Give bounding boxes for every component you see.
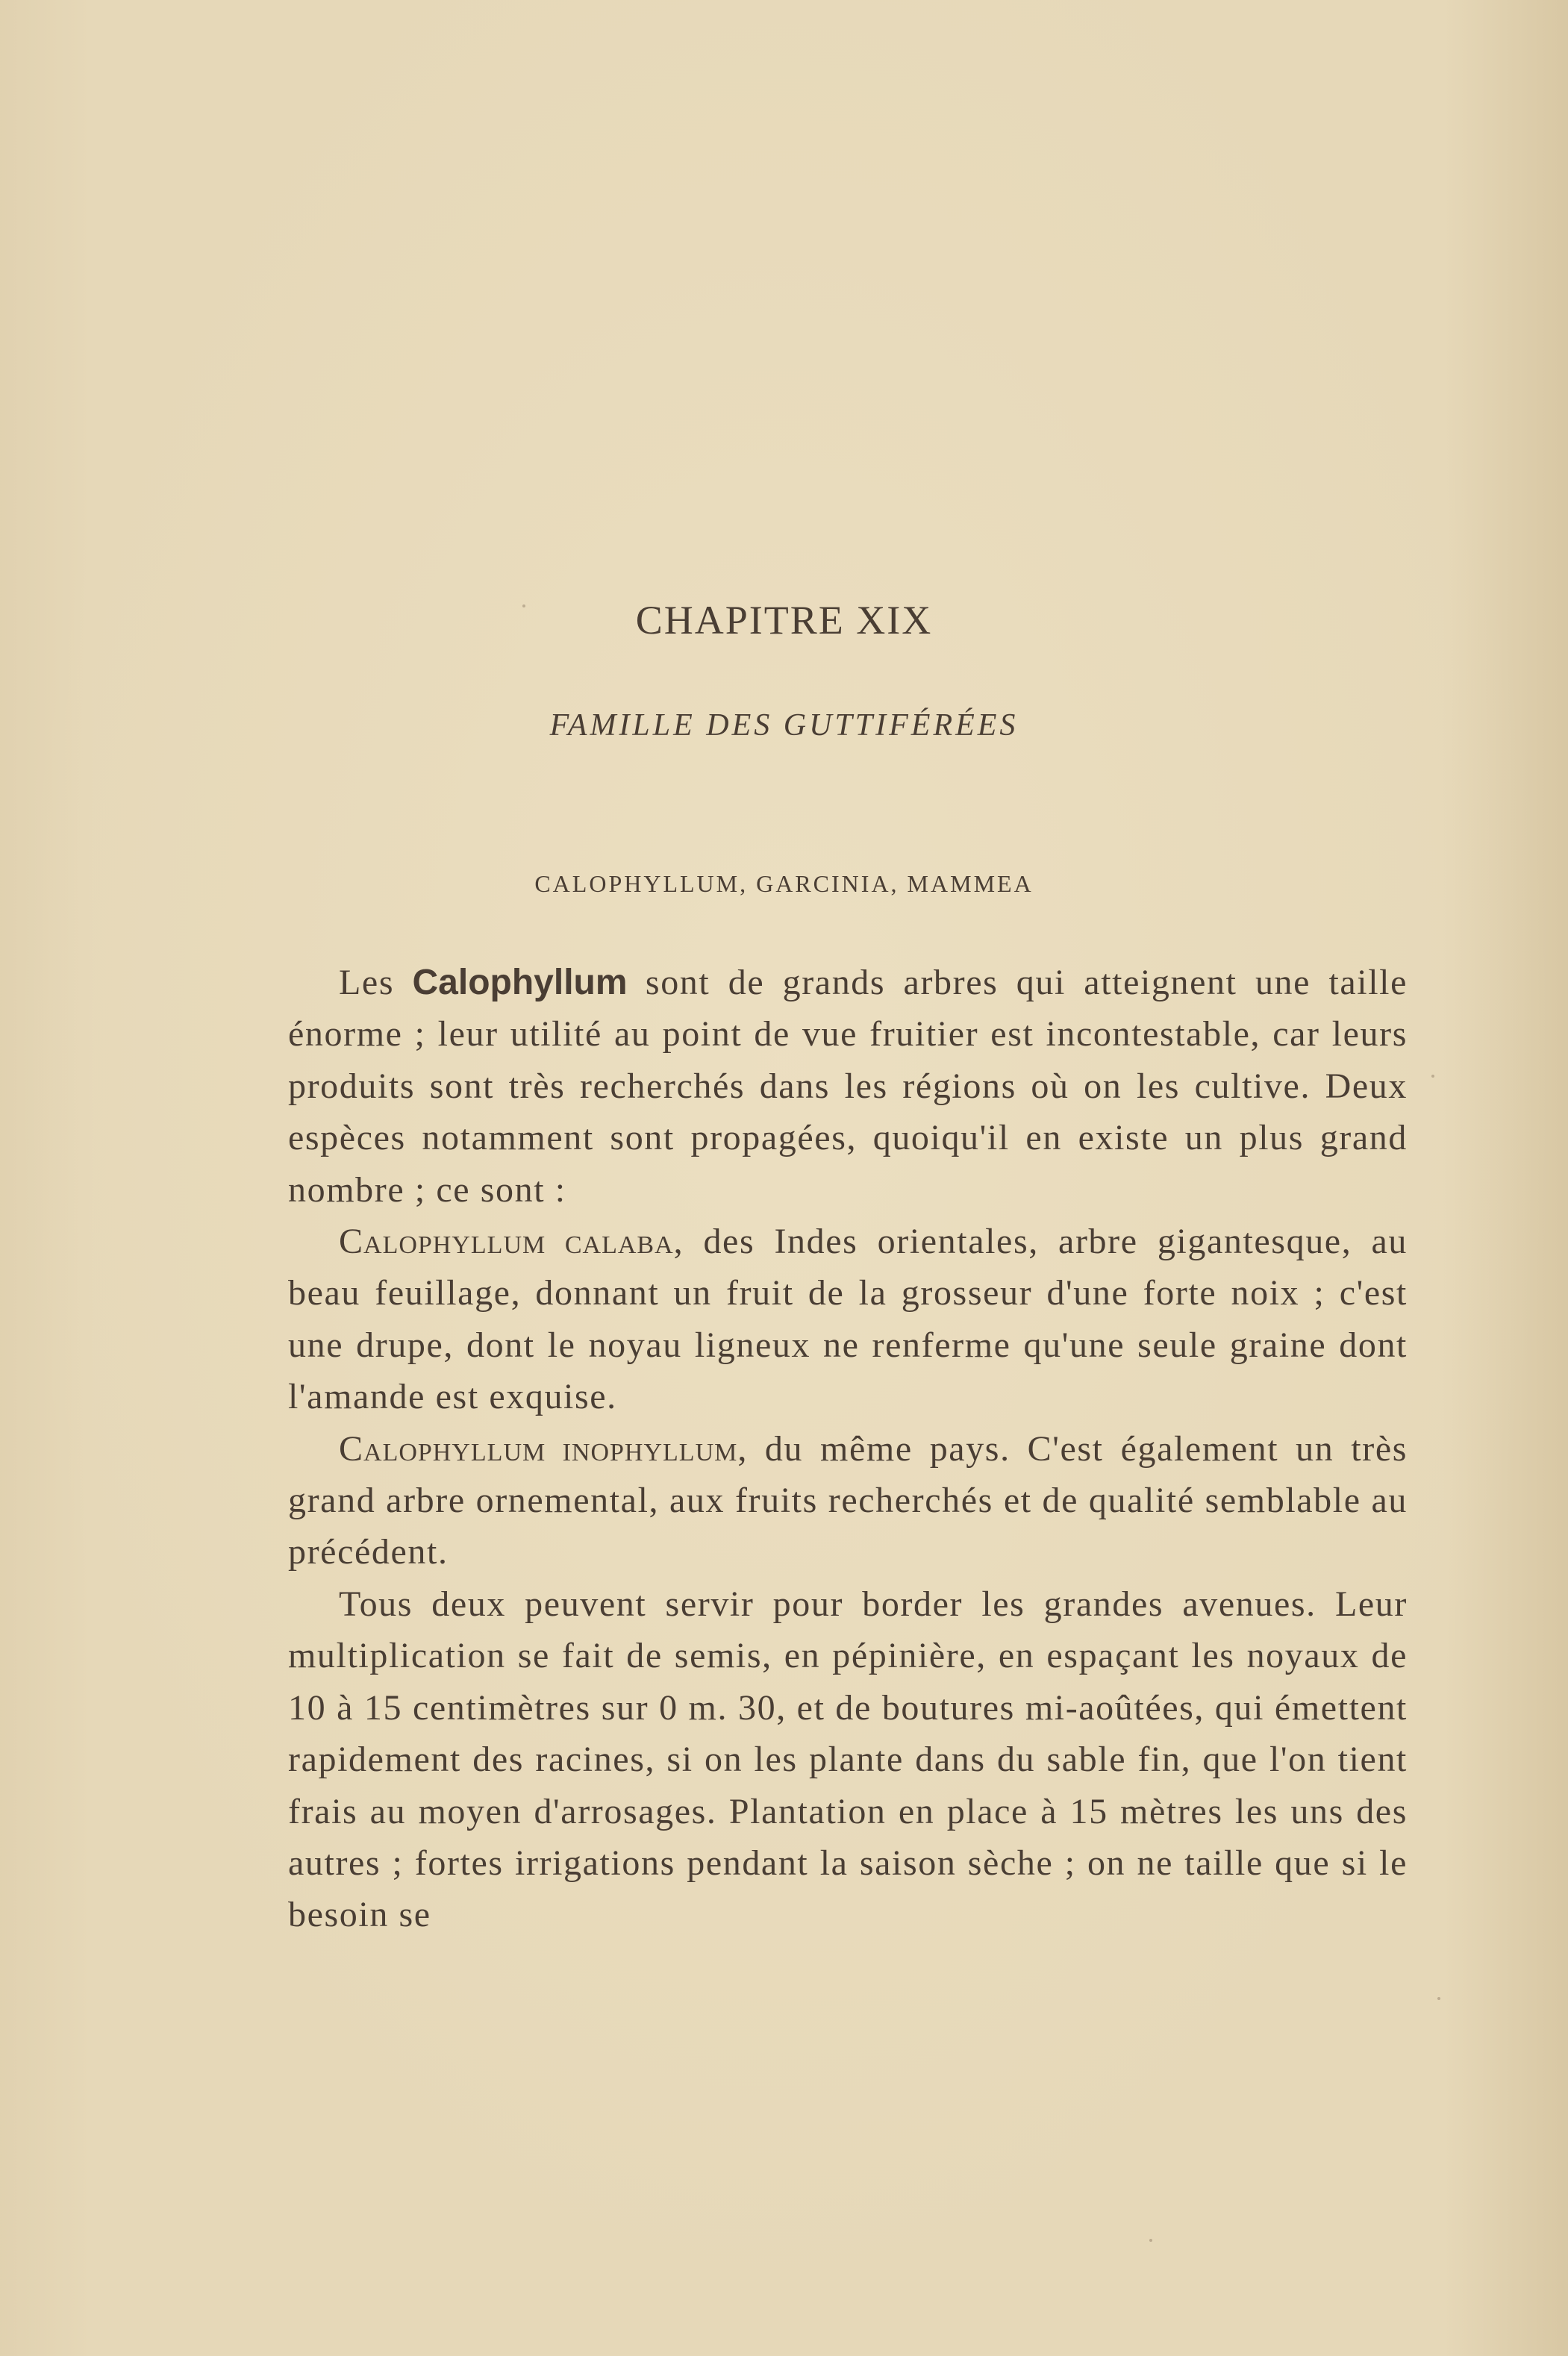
- inophyllum-text: , du même pays. C'est également un très grand arbre ornemental, aux fruits recherchés et de qualité semblable au précédent.: [288, 1428, 1408, 1572]
- intro-text: sont de grands arbres qui atteignent une taille énorme ; leur utilité au point de vue fruitier est incontestable, car leurs produits sont très recherchés dans les régions où on les cultive. Deux espèces notamment sont propagées, quoiqu'il en existe un plus grand nombre ; ce sont :: [288, 963, 1408, 1210]
- paragraph-intro: [288, 957, 1408, 1216]
- culture-text: Tous deux peuvent servir pour border les grandes avenues. Leur multiplication se fait de semis, en pépinière, en espaçant les noyaux de 10 à 15 centimètres sur 0 m. 30, et de boutures mi-aoûtées, qui émettent rapidement des racines, si on les plante dans du sable fin, que l'on tient frais au moyen d'arrosages. Plantation en place à 15 mètres les uns des autres ; fortes irrigations pendant la saison sèche ; on ne taille que si le besoin se: [288, 1584, 1408, 1935]
- paragraph-calaba: [288, 1216, 1408, 1423]
- family-heading: FAMILLE DES GUTTIFÉRÉES: [549, 708, 1019, 743]
- genera-heading: CALOPHYLLUM, GARCINIA, MAMMEA: [534, 870, 1034, 897]
- species-name-inophyllum: Calophyllum inophyllum: [339, 1428, 738, 1469]
- paragraph-inophyllum: [288, 1423, 1408, 1578]
- species-name-calaba: Calophyllum calaba: [339, 1222, 674, 1262]
- paragraph-culture: [288, 1578, 1408, 1941]
- intro-lead: Les: [339, 963, 413, 1002]
- paper-speck: [1437, 1997, 1440, 2000]
- genus-name-bold: Calophyllum: [412, 963, 628, 1002]
- paper-speck: [1431, 1075, 1434, 1078]
- calaba-text: , des Indes orientales, arbre gigantesque, au beau feuillage, donnant un fruit de la grosseur d'une forte noix ; c'est une drupe, dont le noyau ligneux ne renferme qu'une seule graine dont l'amande est exquise.: [288, 1222, 1408, 1417]
- body-text: [288, 957, 1408, 1941]
- chapter-title: CHAPITRE XIX: [635, 598, 933, 643]
- paper-speck: [1149, 2239, 1152, 2242]
- paper-speck: [522, 604, 525, 607]
